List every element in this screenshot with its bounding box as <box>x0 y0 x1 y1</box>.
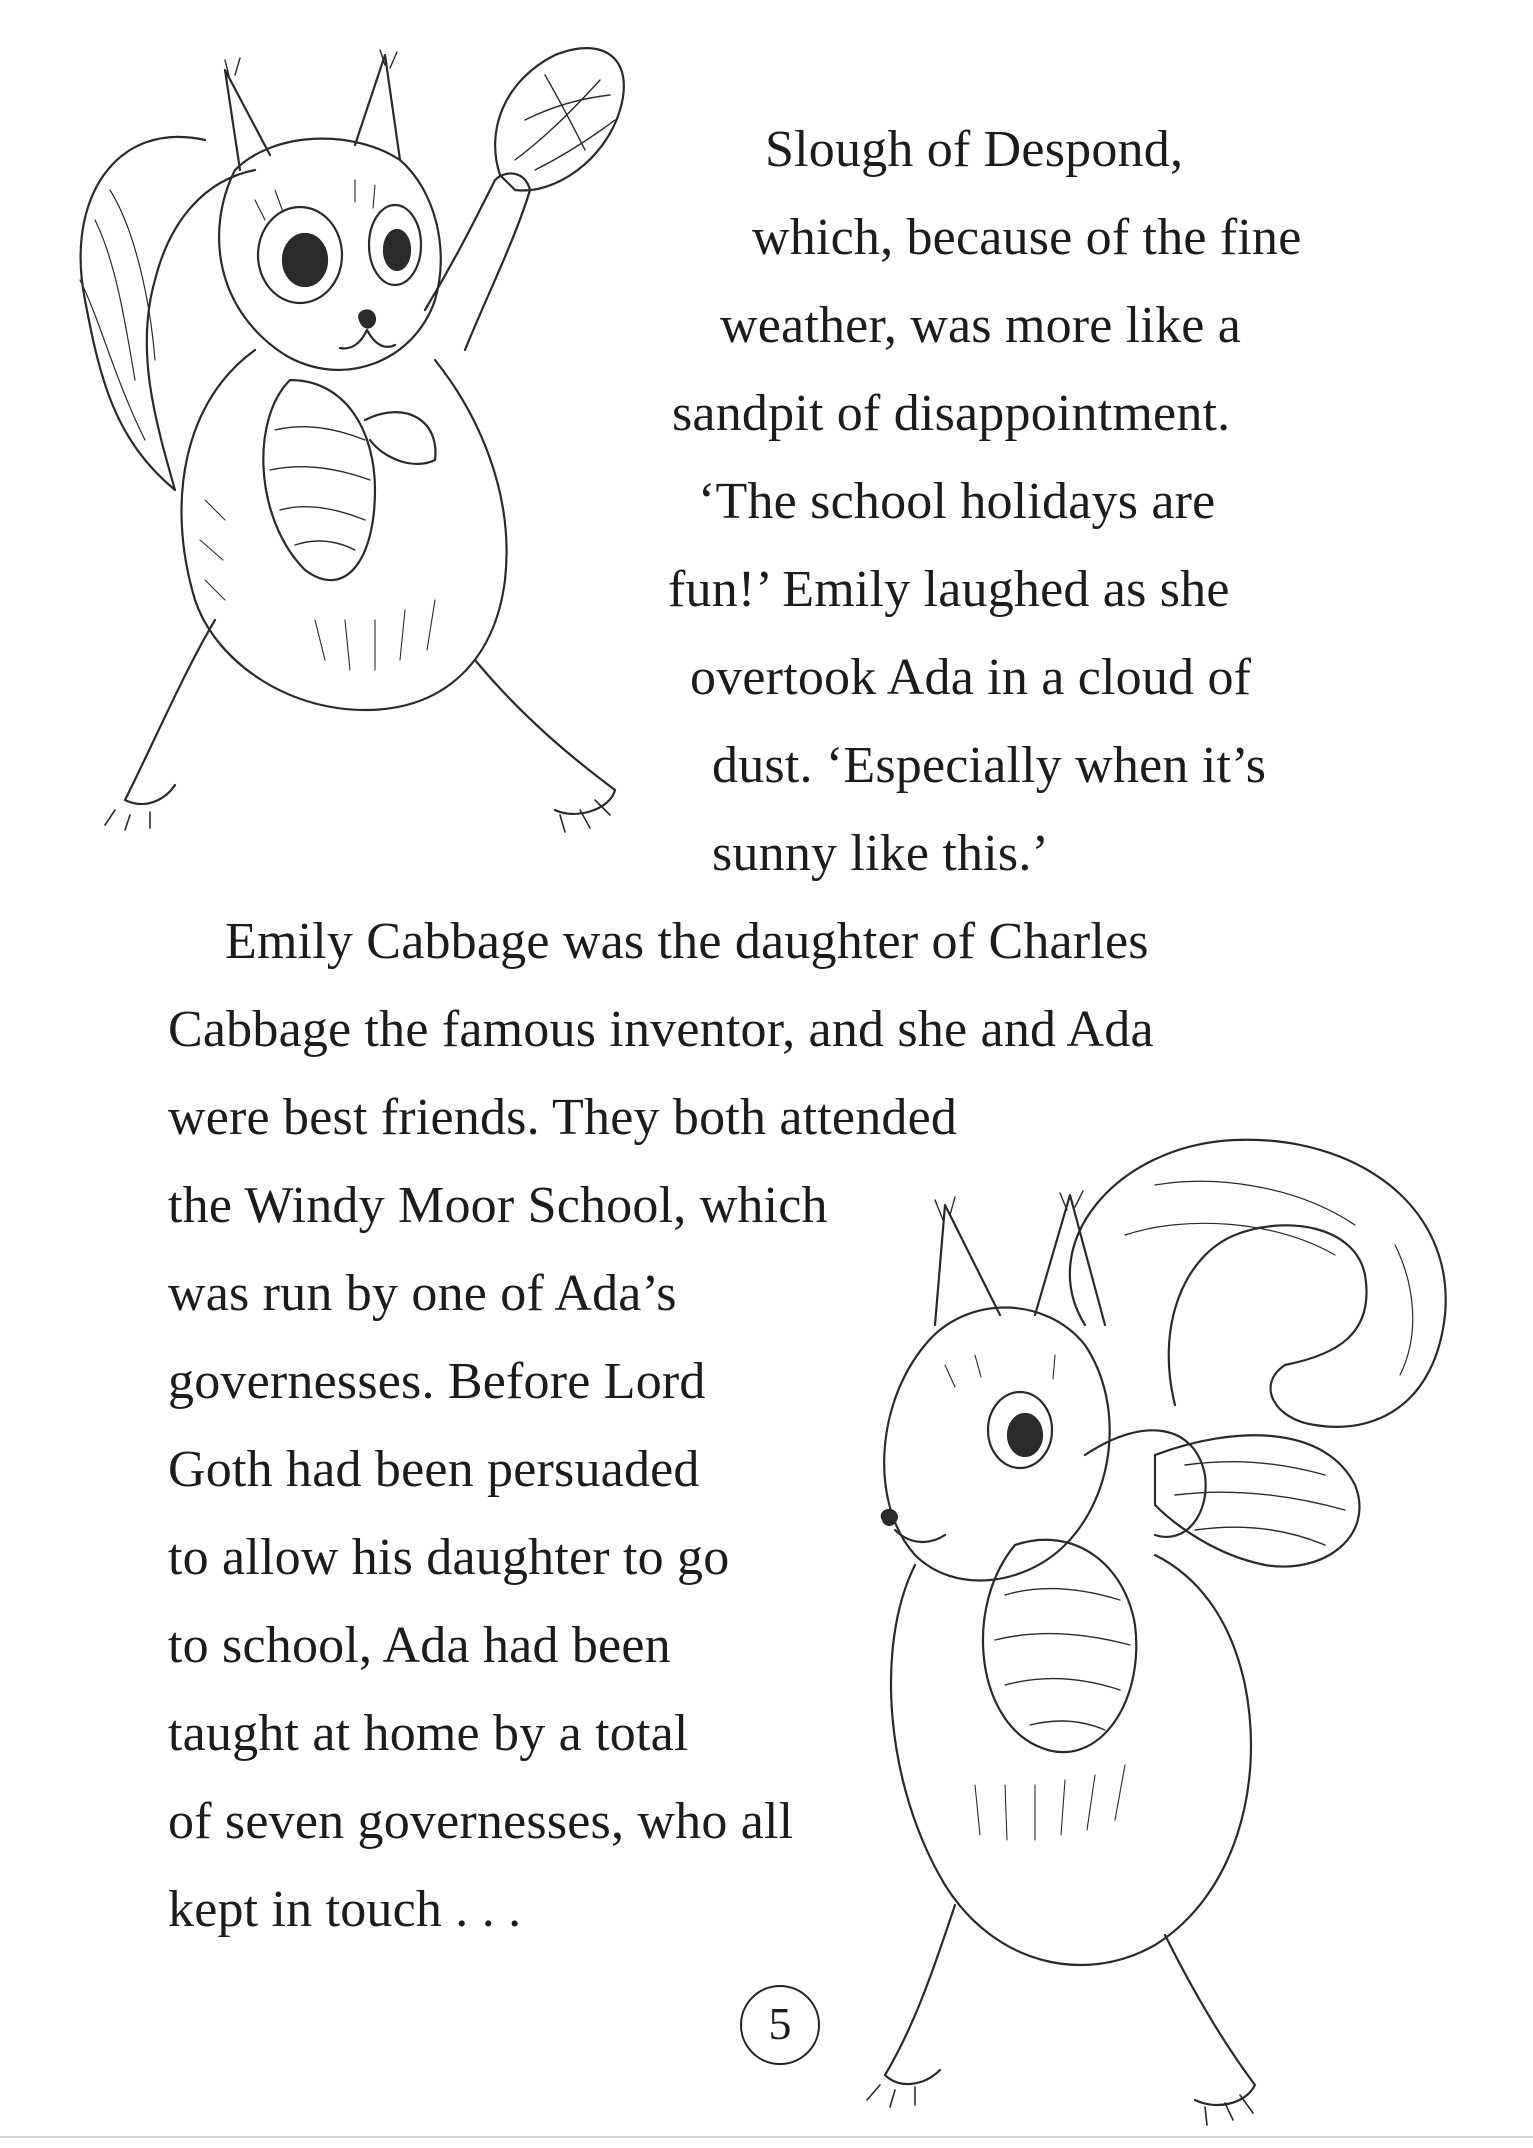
text-line: which, because of the fine <box>752 209 1302 266</box>
squirrel-holding-pinecones-illustration <box>855 1125 1505 2135</box>
page-edge-divider <box>0 2136 1533 2138</box>
page-number: 5 <box>740 1985 820 2065</box>
text-line: governesses. Before Lord <box>168 1353 706 1410</box>
text-line: weather, was more like a <box>720 297 1242 354</box>
text-line: were best friends. They both attended <box>168 1089 958 1146</box>
text-line: Slough of Despond, <box>765 121 1184 178</box>
text-line: sunny like this.’ <box>712 825 1050 882</box>
text-line: the Windy Moor School, which <box>168 1177 828 1234</box>
text-line: kept in touch . . . <box>168 1881 522 1938</box>
text-line: was run by one of Ada’s <box>168 1265 677 1322</box>
text-line: dust. ‘Especially when it’s <box>712 737 1267 794</box>
text-line: to allow his daughter to go <box>168 1529 730 1586</box>
text-line: to school, Ada had been <box>168 1617 671 1674</box>
text-line: Cabbage the famous inventor, and she and Ada <box>168 1001 1154 1058</box>
text-line: overtook Ada in a cloud of <box>690 649 1252 706</box>
squirrel-waving-pinecone-illustration <box>55 20 675 880</box>
text-line: sandpit of disappointment. <box>672 385 1231 442</box>
text-line: taught at home by a total <box>168 1705 689 1762</box>
text-line: fun!’ Emily laughed as she <box>668 561 1230 618</box>
text-line: Emily Cabbage was the daughter of Charles <box>225 913 1149 970</box>
text-line: of seven governesses, who all <box>168 1793 794 1850</box>
text-line: Goth had been persuaded <box>168 1441 700 1498</box>
text-line: ‘The school holidays are <box>698 473 1216 530</box>
